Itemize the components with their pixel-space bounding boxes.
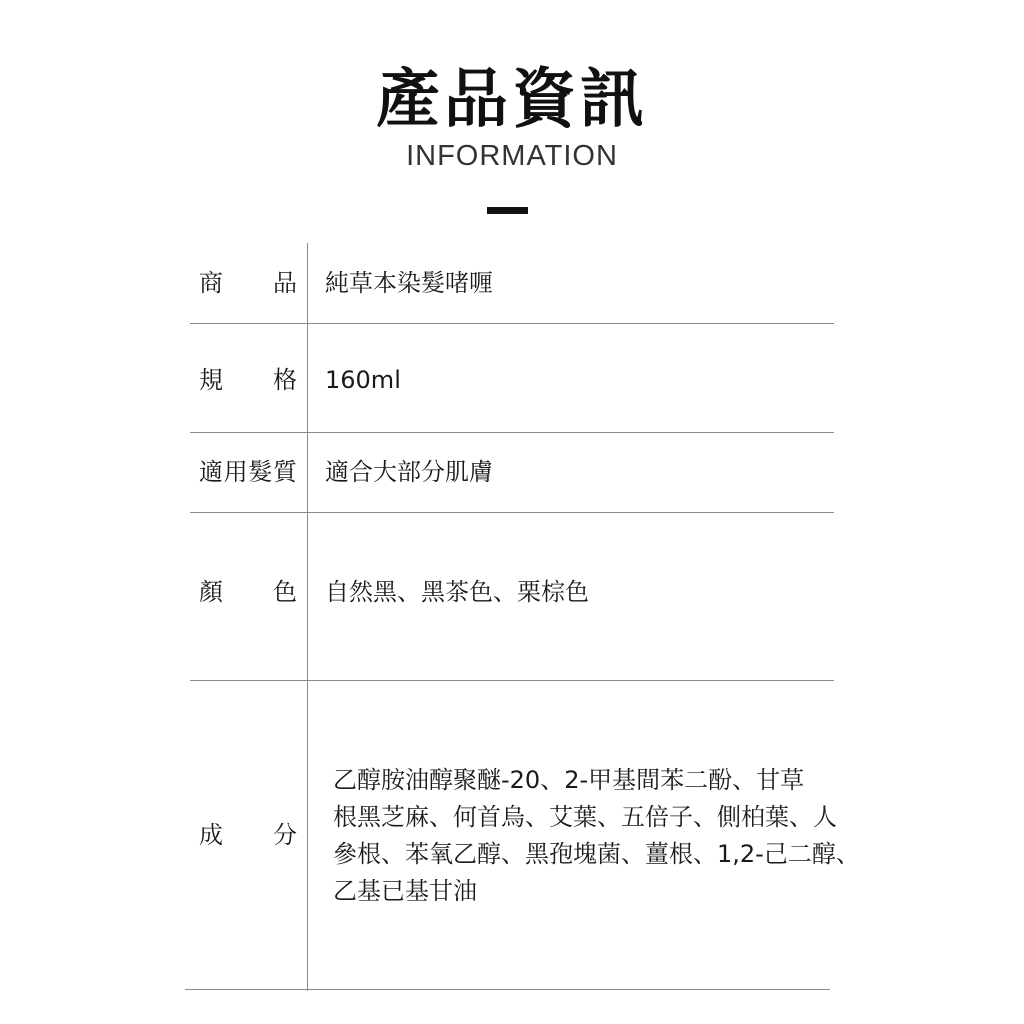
row-divider [190, 432, 834, 433]
label-char: 成 [199, 821, 223, 849]
row-divider [190, 323, 834, 324]
label-char: 格 [273, 366, 297, 394]
row-divider [190, 680, 834, 681]
table-column-divider [307, 243, 308, 991]
label-ingredients [199, 820, 297, 850]
label-char: 適 [199, 458, 223, 486]
page-title: 產品資訊 [376, 63, 648, 137]
title-divider [487, 207, 528, 214]
value-color: 自然黑、黑茶色、栗棕色 [325, 578, 589, 606]
ingredients-line: 乙醇胺油醇聚醚-20、2-甲基間苯二酚、甘草 [333, 766, 805, 794]
value-ingredients [333, 762, 860, 910]
value-spec: 160ml [325, 366, 401, 394]
page-subtitle: INFORMATION [406, 140, 618, 172]
label-char: 商 [199, 269, 223, 297]
label-product [199, 268, 297, 298]
label-char: 品 [273, 269, 297, 297]
label-char: 顏 [199, 578, 223, 606]
row-divider [190, 512, 834, 513]
value-hair-type: 適合大部分肌膚 [325, 458, 493, 486]
label-char: 色 [273, 578, 297, 606]
ingredients-line: 根黑芝麻、何首烏、艾葉、五倍子、側柏葉、人 [333, 803, 837, 831]
table-bottom-border [185, 989, 830, 990]
label-char: 分 [273, 821, 297, 849]
label-char: 髮 [248, 458, 273, 486]
label-char: 規 [199, 366, 223, 394]
label-color [199, 577, 297, 607]
ingredients-line: 乙基已基甘油 [333, 877, 477, 905]
ingredients-line: 參根、苯氧乙醇、黑孢塊菌、薑根、1,2-己二醇、 [333, 840, 860, 868]
label-char: 質 [272, 458, 297, 486]
label-char: 用 [223, 458, 248, 486]
value-product: 純草本染髮啫喱 [325, 269, 493, 297]
label-spec [199, 365, 297, 395]
label-hair-type [199, 457, 297, 487]
